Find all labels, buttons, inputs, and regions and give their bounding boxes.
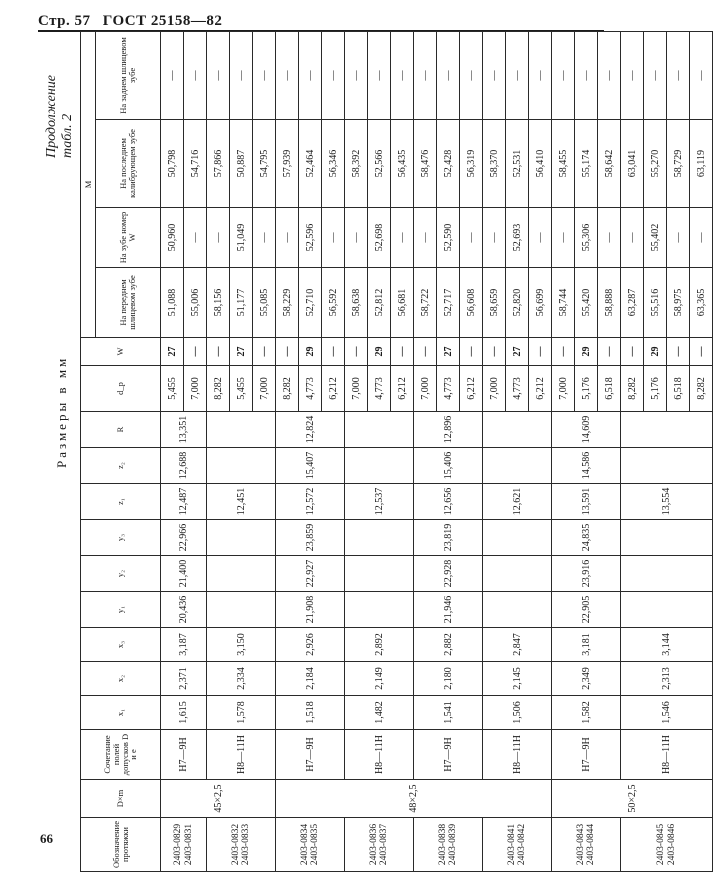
z2-cell: 12,688 <box>161 448 207 484</box>
w-cell: 29 <box>299 338 322 366</box>
y1-cell: 20,436 <box>161 592 207 628</box>
m-front-cell: 55,420 <box>575 268 598 338</box>
y2-cell: 21,400 <box>161 556 207 592</box>
m-front-cell: 63,287 <box>621 268 644 338</box>
m-front-cell: 52,820 <box>506 268 529 338</box>
y1-cell: 21,908 <box>276 592 345 628</box>
w-cell: — <box>460 338 483 366</box>
dp-cell: 4,773 <box>506 366 529 412</box>
m-front-cell: 52,812 <box>368 268 391 338</box>
units-label: Размеры в мм <box>54 355 69 468</box>
table-row <box>207 32 230 872</box>
tolerance-cell: H7—9H <box>161 730 207 780</box>
col-x3: x₃ <box>81 628 161 662</box>
m-last-cell: 56,319 <box>460 120 483 208</box>
col-tolerance: Сочетание полей допусков D и e <box>81 730 161 780</box>
col-m-rear: На заднем шлицевом зубе <box>96 32 161 120</box>
designation-code: 2403-0834 <box>299 823 310 866</box>
m-rear-cell: — <box>690 32 713 120</box>
w-cell: — <box>667 338 690 366</box>
m-front-cell: 58,229 <box>276 268 299 338</box>
m-last-cell: 58,642 <box>598 120 621 208</box>
m-last-cell: 58,455 <box>552 120 575 208</box>
dp-cell: 6,212 <box>529 366 552 412</box>
dp-cell: 6,518 <box>598 366 621 412</box>
m-rear-cell: — <box>207 32 230 120</box>
table-row <box>345 32 368 872</box>
m-rear-cell: — <box>414 32 437 120</box>
x3-cell: 3,150 <box>207 628 276 662</box>
m-tooth-cell: — <box>184 208 207 268</box>
r-cell: 13,351 <box>161 412 207 448</box>
col-dxm: D×m <box>81 780 161 818</box>
designation-cell <box>345 818 414 872</box>
w-cell: — <box>345 338 368 366</box>
m-rear-cell: — <box>506 32 529 120</box>
z1-cell: 13,554 <box>621 484 713 520</box>
x1-cell: 1,582 <box>552 696 621 730</box>
designation-code: 2403-0839 <box>448 823 458 866</box>
dp-cell: 6,212 <box>391 366 414 412</box>
col-x1: x₁ <box>81 696 161 730</box>
m-front-cell: 52,710 <box>299 268 322 338</box>
y3-cell <box>207 520 276 556</box>
m-last-cell: 55,270 <box>644 120 667 208</box>
w-cell: 27 <box>437 338 460 366</box>
dp-cell: 7,000 <box>184 366 207 412</box>
col-m-last: На последнем калибрующем зубе <box>96 120 161 208</box>
m-rear-cell: — <box>644 32 667 120</box>
m-rear-cell: — <box>161 32 184 120</box>
m-front-cell: 51,088 <box>161 268 184 338</box>
m-front-cell: 55,516 <box>644 268 667 338</box>
m-tooth-cell: 52,698 <box>368 208 391 268</box>
m-last-cell: 57,939 <box>276 120 299 208</box>
m-rear-cell: — <box>437 32 460 120</box>
m-rear-cell: — <box>391 32 414 120</box>
designation-code: 2403-0846 <box>666 823 677 866</box>
w-cell: — <box>414 338 437 366</box>
m-rear-cell: — <box>230 32 253 120</box>
m-rear-cell: — <box>368 32 391 120</box>
table-row <box>483 32 506 872</box>
dp-cell: 7,000 <box>483 366 506 412</box>
y3-cell: 23,819 <box>414 520 483 556</box>
y1-cell: 21,946 <box>414 592 483 628</box>
x2-cell: 2,184 <box>276 662 345 696</box>
designation-code: 2403-0836 <box>368 823 379 866</box>
m-rear-cell: — <box>184 32 207 120</box>
col-y2: y₂ <box>81 556 161 592</box>
m-last-cell: 57,866 <box>207 120 230 208</box>
m-last-cell: 58,476 <box>414 120 437 208</box>
z2-cell: 14,586 <box>552 448 621 484</box>
w-cell: — <box>529 338 552 366</box>
x2-cell: 2,149 <box>345 662 414 696</box>
m-front-cell: 58,888 <box>598 268 621 338</box>
m-front-cell: 56,608 <box>460 268 483 338</box>
m-last-cell: 58,370 <box>483 120 506 208</box>
z1-cell: 12,621 <box>483 484 552 520</box>
table-row <box>552 32 575 872</box>
x1-cell: 1,541 <box>414 696 483 730</box>
m-tooth-cell: — <box>690 208 713 268</box>
m-front-cell: 56,592 <box>322 268 345 338</box>
z1-cell: 12,656 <box>414 484 483 520</box>
r-cell <box>621 412 713 448</box>
x3-cell: 2,892 <box>345 628 414 662</box>
m-rear-cell: — <box>552 32 575 120</box>
m-front-cell: 55,085 <box>253 268 276 338</box>
m-tooth-cell: — <box>253 208 276 268</box>
y2-cell <box>345 556 414 592</box>
w-cell: 27 <box>230 338 253 366</box>
dp-cell: 6,518 <box>667 366 690 412</box>
dp-cell: 6,212 <box>322 366 345 412</box>
m-last-cell: 56,410 <box>529 120 552 208</box>
tolerance-cell: H7—9H <box>276 730 345 780</box>
m-tooth-cell: — <box>529 208 552 268</box>
designation-code: 2403-0835 <box>310 823 320 866</box>
m-front-cell: 58,156 <box>207 268 230 338</box>
m-tooth-cell: 55,402 <box>644 208 667 268</box>
dxm-cell: 48×2,5 <box>276 780 552 818</box>
page-number: 66 <box>40 831 53 846</box>
w-cell: — <box>483 338 506 366</box>
m-last-cell: 55,174 <box>575 120 598 208</box>
m-last-cell: 56,346 <box>322 120 345 208</box>
w-cell: — <box>184 338 207 366</box>
m-last-cell: 56,435 <box>391 120 414 208</box>
m-rear-cell: — <box>253 32 276 120</box>
m-last-cell: 58,729 <box>667 120 690 208</box>
y2-cell <box>621 556 713 592</box>
col-z2: z₂ <box>81 448 161 484</box>
r-cell <box>483 412 552 448</box>
col-y1: y₁ <box>81 592 161 628</box>
r-cell: 14,609 <box>552 412 621 448</box>
designation-code: 2403-0843 <box>575 823 586 866</box>
z1-cell: 12,487 <box>161 484 207 520</box>
m-rear-cell: — <box>276 32 299 120</box>
m-front-cell: 56,699 <box>529 268 552 338</box>
r-cell <box>345 412 414 448</box>
dp-cell: 7,000 <box>414 366 437 412</box>
m-tooth-cell: — <box>552 208 575 268</box>
designation-cell <box>552 818 621 872</box>
x1-cell: 1,506 <box>483 696 552 730</box>
x3-cell: 3,181 <box>552 628 621 662</box>
w-cell: 29 <box>644 338 667 366</box>
m-tooth-cell: — <box>391 208 414 268</box>
m-front-cell: 51,177 <box>230 268 253 338</box>
designation-cell <box>161 818 207 872</box>
x2-cell: 2,145 <box>483 662 552 696</box>
table-row <box>276 32 299 872</box>
m-rear-cell: — <box>575 32 598 120</box>
dp-cell: 4,773 <box>437 366 460 412</box>
m-tooth-cell: — <box>322 208 345 268</box>
m-last-cell: 52,566 <box>368 120 391 208</box>
m-front-cell: 58,722 <box>414 268 437 338</box>
x3-cell: 2,926 <box>276 628 345 662</box>
dp-cell: 8,282 <box>276 366 299 412</box>
m-front-cell: 52,717 <box>437 268 460 338</box>
m-rear-cell: — <box>598 32 621 120</box>
m-rear-cell: — <box>345 32 368 120</box>
col-m-tooth: На зубе номер W <box>96 208 161 268</box>
m-tooth-cell: — <box>460 208 483 268</box>
y2-cell <box>207 556 276 592</box>
data-table <box>80 31 713 872</box>
designation-code: 2403-0837 <box>379 823 389 866</box>
w-cell: — <box>391 338 414 366</box>
y3-cell: 24,835 <box>552 520 621 556</box>
dp-cell: 5,455 <box>161 366 184 412</box>
dp-cell: 8,282 <box>690 366 713 412</box>
designation-cell <box>621 818 713 872</box>
designation-code: 2403-0832 <box>230 823 241 866</box>
designation-code: 2403-0841 <box>506 823 517 866</box>
m-last-cell: 54,716 <box>184 120 207 208</box>
standard-number: ГОСТ 25158—82 <box>102 13 223 29</box>
x3-cell: 2,882 <box>414 628 483 662</box>
z2-cell <box>621 448 713 484</box>
w-cell: — <box>598 338 621 366</box>
col-z1: z₁ <box>81 484 161 520</box>
w-cell: — <box>690 338 713 366</box>
w-cell: — <box>621 338 644 366</box>
continuation-label: Продолжение табл. 2 <box>44 75 75 158</box>
rotated-table-area <box>40 37 707 872</box>
col-y3: y₃ <box>81 520 161 556</box>
designation-code: 2403-0845 <box>656 823 667 866</box>
m-front-cell: 58,744 <box>552 268 575 338</box>
x1-cell: 1,482 <box>345 696 414 730</box>
w-cell: — <box>552 338 575 366</box>
r-cell: 12,896 <box>414 412 483 448</box>
x2-cell: 2,371 <box>161 662 207 696</box>
y1-cell <box>621 592 713 628</box>
designation-code: 2403-0838 <box>437 823 448 866</box>
m-last-cell: 52,464 <box>299 120 322 208</box>
dp-cell: 7,000 <box>253 366 276 412</box>
table-row <box>414 32 437 872</box>
m-last-cell: 54,795 <box>253 120 276 208</box>
dp-cell: 5,176 <box>575 366 598 412</box>
x1-cell: 1,518 <box>276 696 345 730</box>
dp-cell: 8,282 <box>621 366 644 412</box>
dxm-cell: 50×2,5 <box>552 780 713 818</box>
m-front-cell: 56,681 <box>391 268 414 338</box>
page-header <box>38 13 222 30</box>
tolerance-cell: H8—11H <box>345 730 414 780</box>
y3-cell: 23,859 <box>276 520 345 556</box>
m-tooth-cell: — <box>667 208 690 268</box>
designation-cell <box>276 818 345 872</box>
tolerance-cell: H7—9H <box>552 730 621 780</box>
col-w: W <box>81 338 161 366</box>
x3-cell: 3,187 <box>161 628 207 662</box>
m-rear-cell: — <box>322 32 345 120</box>
m-tooth-cell: — <box>276 208 299 268</box>
page-label: Стр. 57 <box>38 13 91 29</box>
m-tooth-cell: 55,306 <box>575 208 598 268</box>
m-tooth-cell: — <box>207 208 230 268</box>
m-rear-cell: — <box>667 32 690 120</box>
z1-cell: 12,537 <box>345 484 414 520</box>
m-last-cell: 63,119 <box>690 120 713 208</box>
x3-cell: 3,144 <box>621 628 713 662</box>
z1-cell: 12,451 <box>207 484 276 520</box>
w-cell: — <box>276 338 299 366</box>
dp-cell: 4,773 <box>299 366 322 412</box>
m-rear-cell: — <box>529 32 552 120</box>
y3-cell <box>483 520 552 556</box>
m-rear-cell: — <box>299 32 322 120</box>
z2-cell <box>207 448 276 484</box>
m-front-cell: 58,975 <box>667 268 690 338</box>
col-designation: Обозначение протяжки <box>81 818 161 872</box>
w-cell: 29 <box>368 338 391 366</box>
designation-cell <box>207 818 276 872</box>
dp-cell: 6,212 <box>460 366 483 412</box>
designation-code: 2403-0844 <box>586 823 596 866</box>
m-last-cell: 63,041 <box>621 120 644 208</box>
y2-cell <box>483 556 552 592</box>
m-tooth-cell: 52,693 <box>506 208 529 268</box>
m-last-cell: 58,392 <box>345 120 368 208</box>
designation-code: 2403-0829 <box>173 823 184 866</box>
z2-cell <box>483 448 552 484</box>
m-tooth-cell: — <box>414 208 437 268</box>
r-cell <box>207 412 276 448</box>
tolerance-cell: H8—11H <box>483 730 552 780</box>
y1-cell <box>207 592 276 628</box>
x1-cell: 1,578 <box>207 696 276 730</box>
m-tooth-cell: — <box>483 208 506 268</box>
y3-cell <box>621 520 713 556</box>
dp-cell: 4,773 <box>368 366 391 412</box>
x2-cell: 2,349 <box>552 662 621 696</box>
dp-cell: 7,000 <box>345 366 368 412</box>
y2-cell: 22,928 <box>414 556 483 592</box>
m-front-cell: 63,365 <box>690 268 713 338</box>
tolerance-cell: H8—11H <box>621 730 713 780</box>
m-last-cell: 52,428 <box>437 120 460 208</box>
table-row <box>161 32 184 872</box>
z2-cell: 15,407 <box>276 448 345 484</box>
col-m-group: M <box>81 32 96 338</box>
col-m-front: На переднем шлицевом зубе <box>96 268 161 338</box>
w-cell: — <box>322 338 345 366</box>
w-cell: — <box>253 338 276 366</box>
m-last-cell: 50,887 <box>230 120 253 208</box>
dp-cell: 7,000 <box>552 366 575 412</box>
m-rear-cell: — <box>621 32 644 120</box>
x2-cell: 2,180 <box>414 662 483 696</box>
z2-cell: 15,406 <box>414 448 483 484</box>
designation-code: 2403-0842 <box>517 823 527 866</box>
m-tooth-cell: 52,596 <box>299 208 322 268</box>
x1-cell: 1,615 <box>161 696 207 730</box>
m-tooth-cell: 50,960 <box>161 208 184 268</box>
m-front-cell: 55,006 <box>184 268 207 338</box>
x2-cell: 2,313 <box>621 662 713 696</box>
dp-cell: 5,176 <box>644 366 667 412</box>
z1-cell: 12,572 <box>276 484 345 520</box>
m-front-cell: 58,638 <box>345 268 368 338</box>
m-last-cell: 50,798 <box>161 120 184 208</box>
designation-cell <box>483 818 552 872</box>
y3-cell: 22,966 <box>161 520 207 556</box>
m-front-cell: 58,659 <box>483 268 506 338</box>
dp-cell: 8,282 <box>207 366 230 412</box>
m-tooth-cell: — <box>345 208 368 268</box>
tolerance-cell: H7—9H <box>414 730 483 780</box>
m-rear-cell: — <box>460 32 483 120</box>
w-cell: 27 <box>161 338 184 366</box>
table-row <box>621 32 644 872</box>
table-body <box>161 32 713 872</box>
x2-cell: 2,334 <box>207 662 276 696</box>
y3-cell <box>345 520 414 556</box>
tolerance-cell: H8—11H <box>207 730 276 780</box>
m-tooth-cell: 52,590 <box>437 208 460 268</box>
dxm-cell: 45×2,5 <box>161 780 276 818</box>
m-tooth-cell: — <box>598 208 621 268</box>
m-tooth-cell: 51,049 <box>230 208 253 268</box>
y1-cell <box>483 592 552 628</box>
dp-cell: 5,455 <box>230 366 253 412</box>
designation-code: 2403-0831 <box>183 823 194 866</box>
m-last-cell: 52,531 <box>506 120 529 208</box>
w-cell: — <box>207 338 230 366</box>
x1-cell: 1,546 <box>621 696 713 730</box>
m-tooth-cell: — <box>621 208 644 268</box>
col-dp: d_p <box>81 366 161 412</box>
y2-cell: 23,916 <box>552 556 621 592</box>
z1-cell: 13,591 <box>552 484 621 520</box>
w-cell: 27 <box>506 338 529 366</box>
r-cell: 12,824 <box>276 412 345 448</box>
col-r: R <box>81 412 161 448</box>
m-rear-cell: — <box>483 32 506 120</box>
z2-cell <box>345 448 414 484</box>
designation-cell <box>414 818 483 872</box>
y2-cell: 22,927 <box>276 556 345 592</box>
w-cell: 29 <box>575 338 598 366</box>
y1-cell <box>345 592 414 628</box>
col-x2: x₂ <box>81 662 161 696</box>
x3-cell: 2,847 <box>483 628 552 662</box>
y1-cell: 22,905 <box>552 592 621 628</box>
designation-code: 2403-0833 <box>241 823 251 866</box>
